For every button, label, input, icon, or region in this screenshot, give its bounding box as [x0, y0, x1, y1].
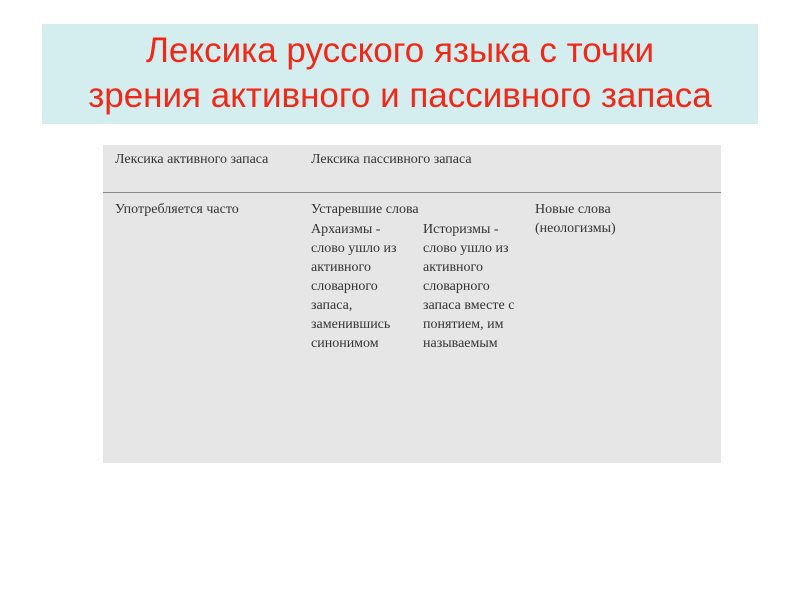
- header-passive-cell: Лексика пассивного запаса: [311, 152, 472, 167]
- slide-title: [42, 28, 758, 118]
- obsolete-words-heading: Устаревшие слова: [311, 202, 419, 217]
- slide-title-line-2: зрения активного и пассивного запаса: [88, 76, 712, 115]
- row-active-cell: Употребляется часто: [115, 202, 239, 217]
- historisms-cell: Историзмы - слово ушло из активного словарного запаса вместе с понятием, им называемым: [423, 222, 515, 351]
- archaisms-cell: Архаизмы - слово ушло из активного словарного запаса, заменившись синонимом: [311, 222, 397, 351]
- header-divider: [103, 192, 721, 193]
- new-words-cell: Новые слова (неологизмы): [535, 202, 616, 236]
- slide-title-line-1: Лексика русского языка с точки: [145, 31, 655, 70]
- lexicon-table: [103, 145, 721, 463]
- title-band: [42, 24, 758, 124]
- header-active-cell: Лексика активного запаса: [115, 152, 269, 167]
